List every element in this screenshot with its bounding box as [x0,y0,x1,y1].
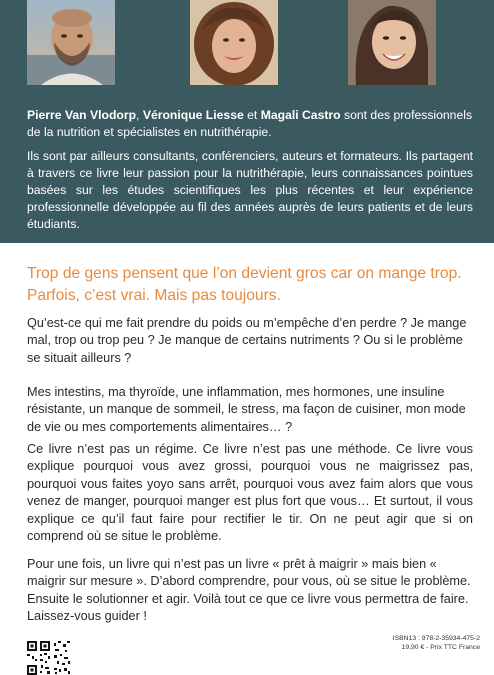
authors-intro-rest: sont des professionnels de la nutrition et spécialistes en nutrithérapie. [27,108,473,139]
author-name-1: Pierre Van Vlodorp [27,108,137,122]
author-name-3: Magali Castro [260,108,341,122]
author-panel [0,0,494,243]
author-name-2: Véronique Liesse [142,108,244,122]
isbn-number: ISBN13 : 978-2-35934-475-2 [392,635,480,642]
body-paragraph-1: Qu’est-ce qui me fait prendre du poids ou m’empêche d’en perdre ? Je mange mal, trop ou trop peu ? Je manque de certains nutriments ? Ou si le problème se situait ailleurs ? [27,316,467,365]
author-photo-pierre [27,0,115,85]
author-photo-magali [348,0,436,85]
headline-line-1: Trop de gens pensent que l’on devient gros car on mange trop. [27,265,462,282]
body-paragraph-4: Pour une fois, un livre qui n’est pas un livre « prêt à maigrir » mais bien « maigrir sur mesure ». D’abord comprendre, pour vous, où se situe le problème. Ensuite le solutionner et agir. Voilà tout ce que ce livre vous permettra de faire. Laissez-vous guider ! [27,557,471,624]
isbn-block [360,634,480,652]
author-photo-veronique [190,0,278,85]
headline [27,263,477,307]
body-paragraph-3: Ce livre n’est pas un régime. Ce livre n’est pas une méthode. Ce livre vous explique pourquoi vous avez grossi, pourquoi vous ne maigrissez pas, pourquoi vous faites yoyo sans arrêt, pourquoi vous avez faim alors que vous venez de manger, pourquoi manger est plus fort que vous… Et surtout, il vous explique ce qu’il faut faire pour rectifier le tir. On ne peut agir que si on comprend où se situe le problème. [27,442,473,544]
qr-code-icon [27,641,71,675]
separator-1: , [136,108,143,122]
authors-bio: Ils sont par ailleurs consultants, conférenciers, auteurs et formateurs. Ils partagent à travers ce livre leur passion pour la nutrithérapie, leurs connaissances pointues basées sur les études scientifiques les plus récentes et leur expérience professionnelle développée au fil des années auprès de leurs patients et de leurs étudiants. [27,149,473,231]
separator-2: et [243,108,261,122]
price: 19,90 € - Prix TTC France [401,644,480,651]
authors-intro [27,107,473,141]
headline-line-2: Parfois, c’est vrai. Mais pas toujours. [27,287,281,304]
body-paragraph-2: Mes intestins, ma thyroïde, une inflammation, mes hormones, une insuline résistante, un manque de sommeil, le stress, ma façon de cuisiner, mon mode de vie ou mes comportements alimentaires… ? [27,385,466,434]
